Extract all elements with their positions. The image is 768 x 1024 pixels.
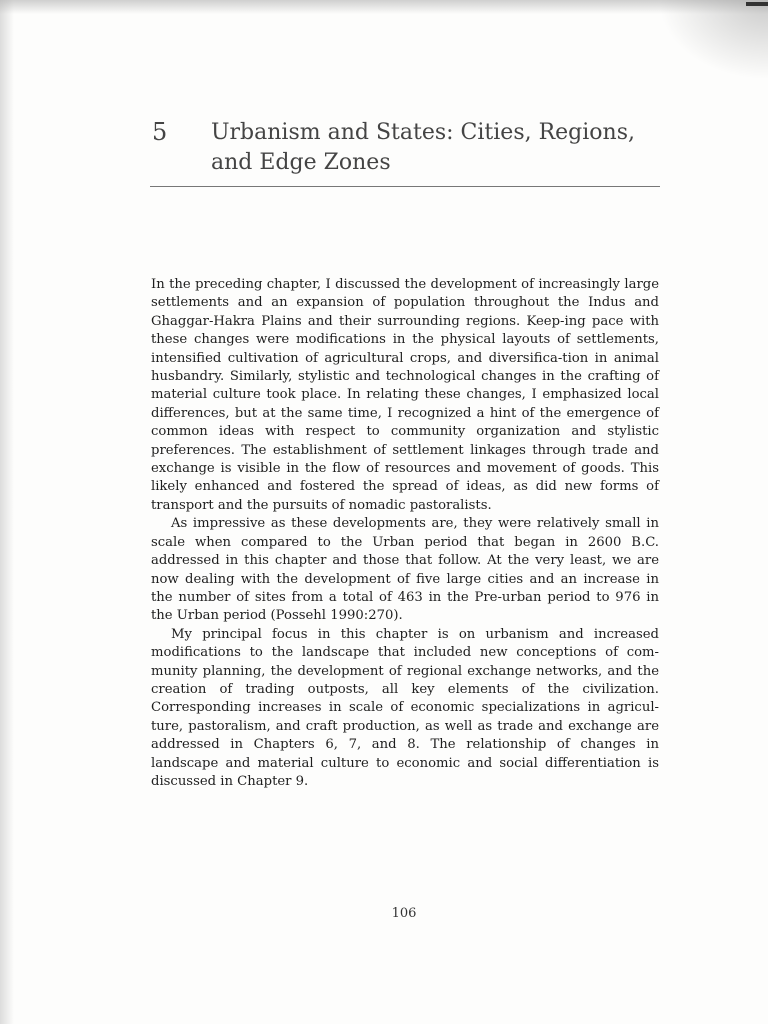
chapter-title: Urbanism and States: Cities, Regions, and Edge Zones [211,120,635,175]
scan-shadow-left [0,0,14,1024]
scan-mark [746,2,768,6]
paragraph: My principal focus in this chapter is on urbanism and increased modifications to the landscape that included new conceptions of com-munity planning, the development of regional exchange networks, and the creation of trading outposts, all key elements of the civilization. Corresponding increases in scale of economic specializations in agricul-ture, pastoralism, and craft production, as well as trade and exchange are addressed in Chapters 6, 7, and 8. The relationship of changes in landscape and material culture to economic and social differentiation is discussed in Chapter 9. [151,626,659,789]
page-number: 106 [391,906,417,921]
scan-shadow-top [0,0,768,14]
chapter-number: 5 [152,118,168,146]
title-divider [150,186,660,187]
paragraph: In the preceding chapter, I discussed the development of increasingly large settlements and an expansion of population throughout the Indus and Ghaggar-Hakra Plains and their surrounding regions. Keep-ing pace with these changes were modifications in the physical layouts of settlements, intensified cultivation of agricultural crops, and diversifica-tion in animal husbandry. Similarly, stylistic and technological changes in the crafting of material culture took place. In relating these changes, I emphasized local differences, but at the same time, I recognized a hint of the emergence of common ideas with respect to community organization and stylistic preferences. The establishment of settlement linkages through trade and exchange is visible in the flow of resources and movement of goods. This likely enhanced and fostered the spread of ideas, as did new forms of transport and the pursuits of nomadic pastoralists. [151,277,659,513]
scan-shadow-corner [658,0,768,80]
paragraph: As impressive as these developments are, they were relatively small in scale when compared to the Urban period that began in 2600 B.C. addressed in this chapter and those that follow. At the very least, we are now dealing with the development of five large cities and an increase in the number of sites from a total of 463 in the Pre-urban period to 976 in the Urban period (Possehl 1990:270). [151,516,659,624]
body-text [151,276,659,791]
